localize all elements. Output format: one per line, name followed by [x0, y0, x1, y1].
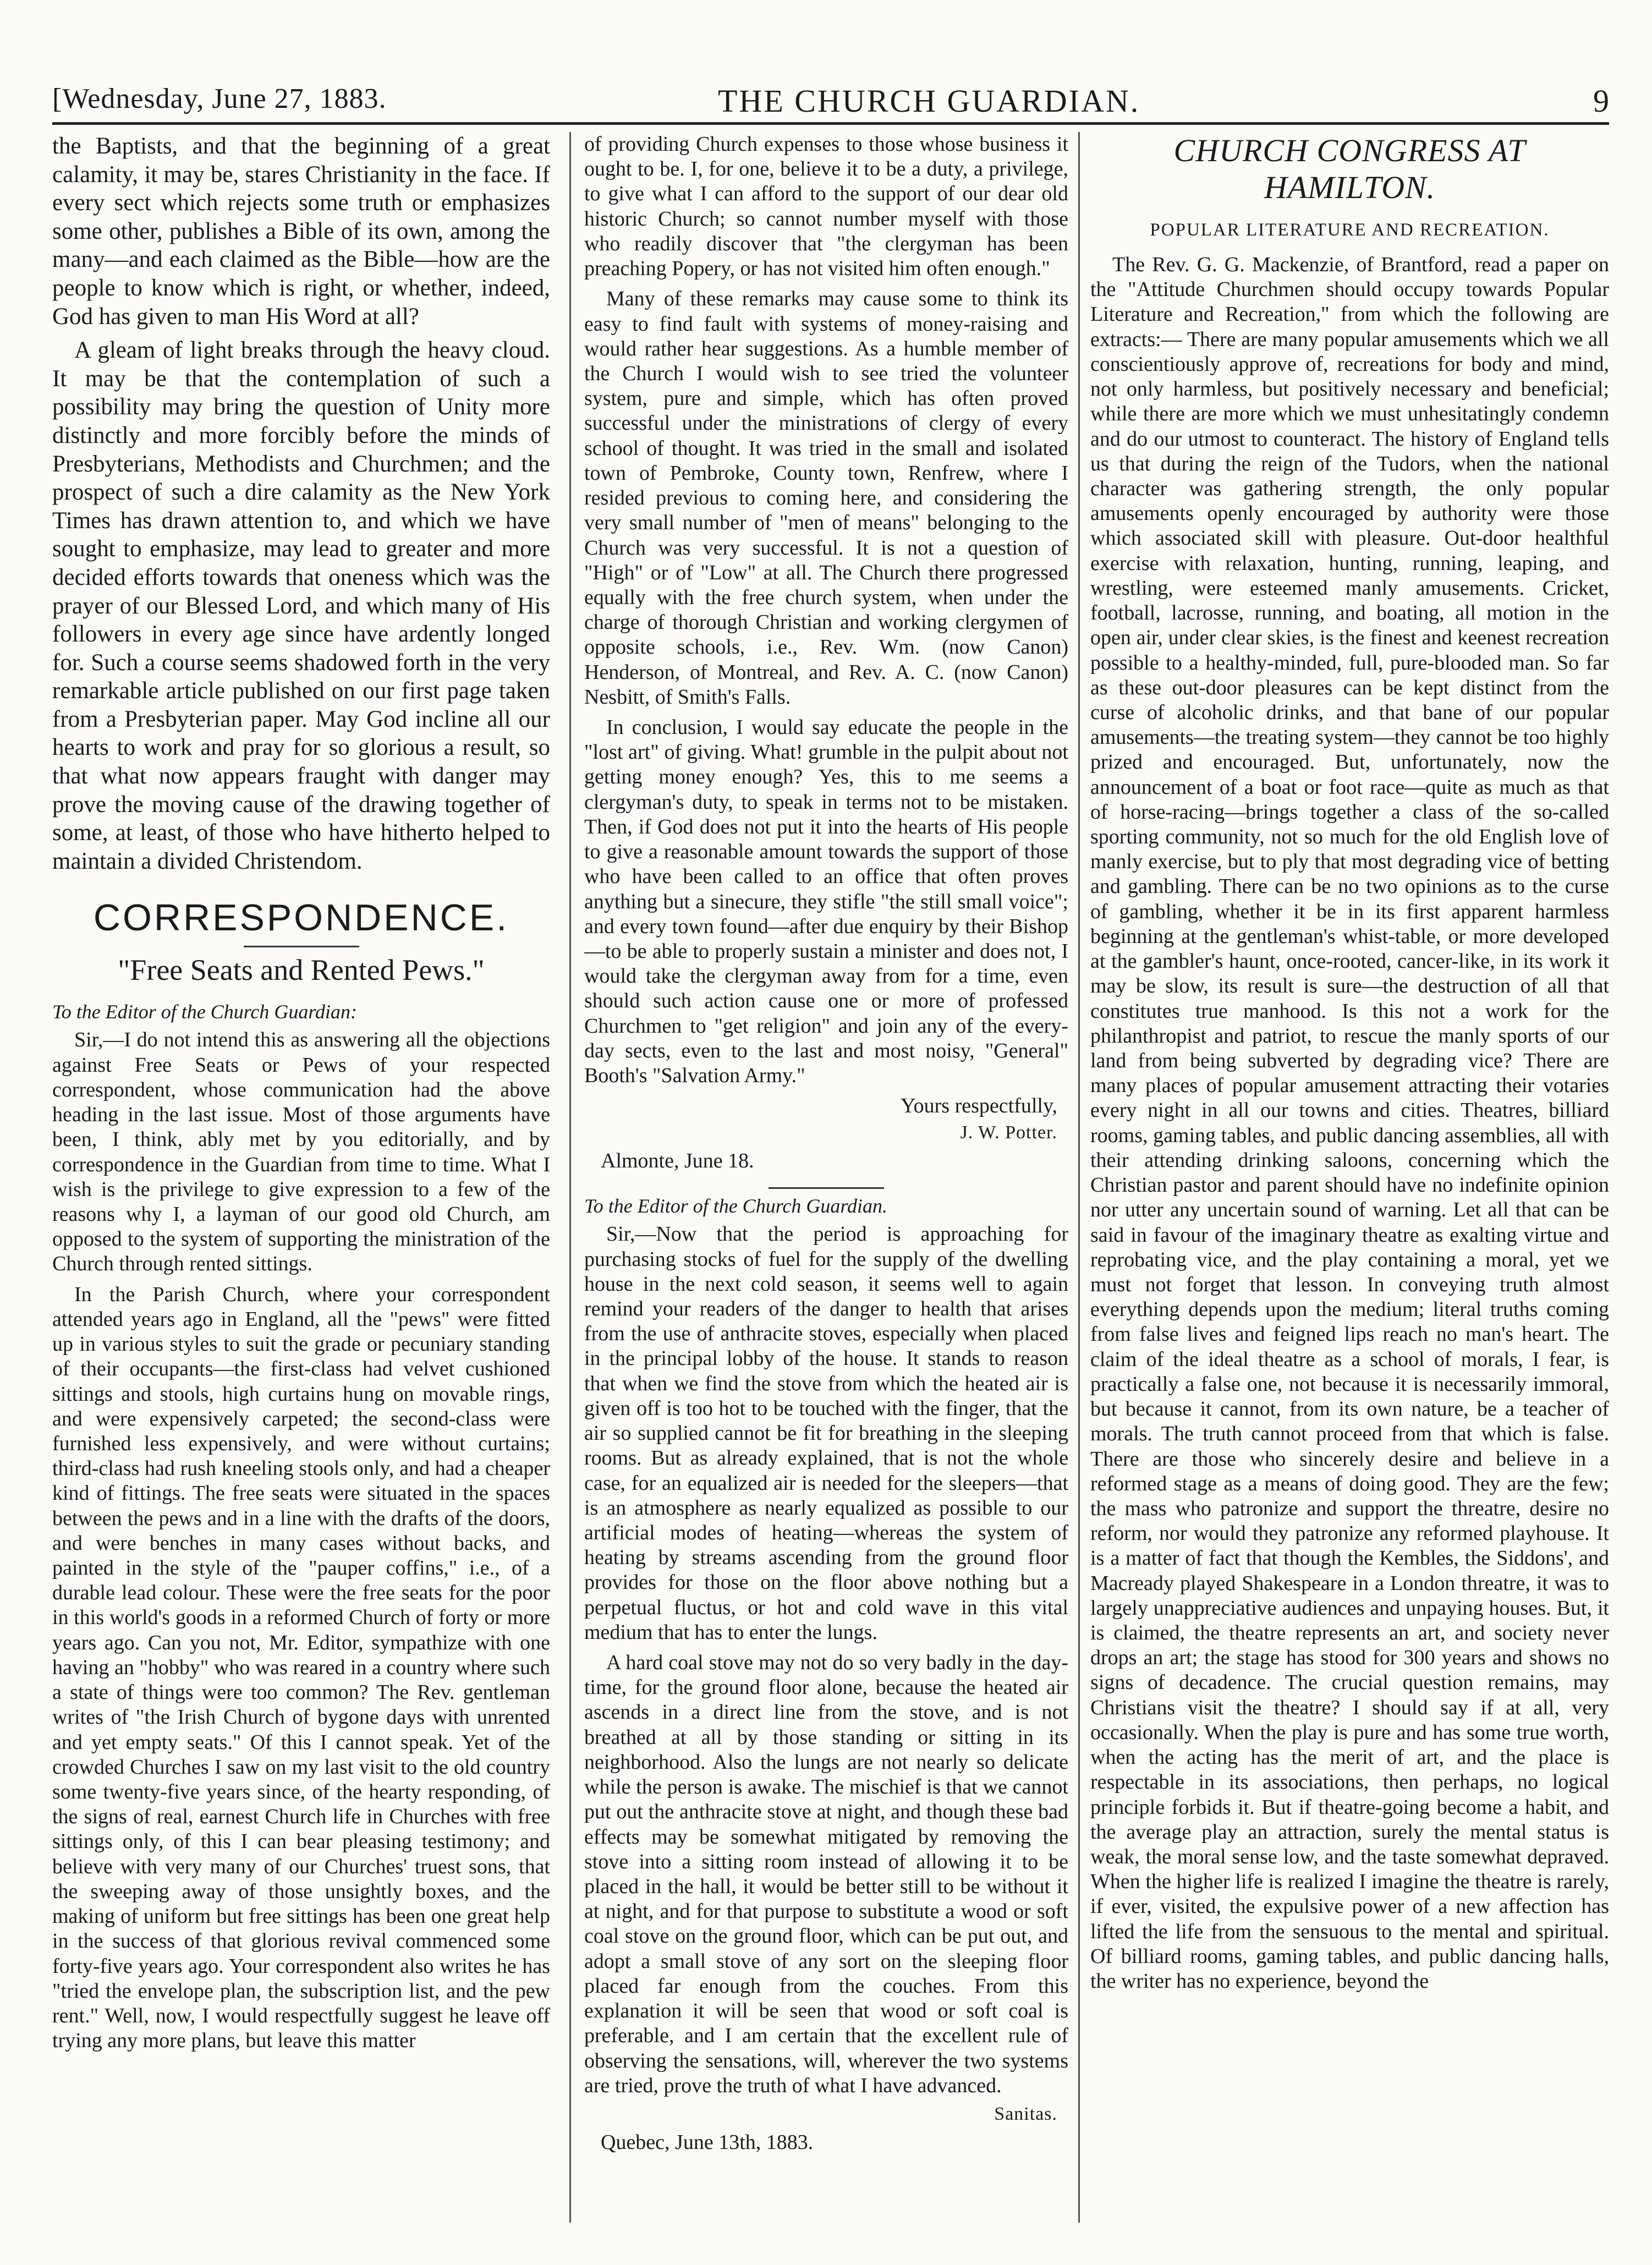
letter-place-date: Almonte, June 18.: [601, 1149, 754, 1173]
column-3: [1090, 132, 1609, 2221]
column-1: [52, 132, 550, 2221]
letter-paragraph: In conclusion, I would say educate the people in the "lost art" of giving. What! grumble in the pulpit about not getting money enough? Yes, this to me seems a clergyman's duty, to speak in terms not to be mistaken. Then, if God does not put it into the hearts of His people to give a reasonable amount towards the support of those who have been called to an office that often proves anything but a sinecure, they stifle "the still small voice"; and every town found—after due enquiry by their Bishop—to be able to properly sustain a minister and does not, I would take the clergyman away from for a time, even should such action cause one or more of professed Churchmen to "get religion" and join any of the every-day sects, even to the last and most noisy, "General" Booth's "Salvation Army.": [584, 716, 1068, 1088]
editorial-paragraph: the Baptists, and that the beginning of a great calamity, it may be, stares Christianity in the face. If every sect which rejects some truth or emphasizes some other, publishes a Bible of its own, among the many—and each claimed as the Bible—how are the people to know which is right, or whether, indeed, God has given to man His Word at all?: [52, 133, 550, 330]
newspaper-title: THE CHURCH GUARDIAN.: [718, 83, 1140, 119]
letter-signature: J. W. Potter.: [960, 1122, 1057, 1143]
article-subtitle: POPULAR LITERATURE AND RECREATION.: [1150, 220, 1550, 240]
column-2: [584, 132, 1068, 2221]
correspondence-heading: CORRESPONDENCE.: [93, 897, 509, 939]
masthead: [52, 83, 1609, 121]
letter-closing: Yours respectfully,: [901, 1094, 1057, 1118]
letter-paragraph: of providing Church expenses to those whose business it ought to be. I, for one, believe it to be a duty, a privilege, to give what I can afford to the support of our dear old historic Church; so cannot number myself with those who readily discover that "the clergyman has been preaching Popery, or has not visited him often enough.": [584, 133, 1068, 281]
issue-date: [Wednesday, June 27, 1883.: [52, 83, 387, 114]
letter-paragraph: Sir,—Now that the period is approaching for purchasing stocks of fuel for the supply of the dwelling house in the next cold season, it seems well to again remind your readers of the danger to health that arises from the use of anthracite stoves, especially when placed in the principal lobby of the house. It stands to reason that when we find the stove from which the heated air is given off is too hot to be touched with the finger, that the air so supplied cannot be fit for breathing in the sleeping rooms. But as already explained, that is not the whole case, for an equalized air is needed for the sleepers—that is an atmosphere as nearly equalized as possible to our artificial modes of heating—whereas the system of heating by streams ascending from the ground floor provides for those on the floor above nothing but a perpetual fluctus, or hot and cold wave in this vital medium that has to enter the lungs.: [584, 1222, 1068, 1644]
letter-signature: Sanitas.: [994, 2103, 1057, 2124]
letter-salutation: To the Editor of the Church Guardian.: [584, 1195, 888, 1217]
letter-salutation: To the Editor of the Church Guardian:: [52, 1001, 358, 1023]
editorial-paragraph: A gleam of light breaks through the heavy cloud. It may be that the contemplation of such a possibility may bring the question of Unity more distinctly and more forcibly before the minds of Presbyterians, Methodists and Churchmen; and the prospect of such a dire calamity as the New York Times has drawn attention to, and which we have sought to emphasize, may lead to greater and more decided efforts towards that oneness which was the prayer of our Blessed Lord, and which many of His followers in every age since have ardently longed for. Such a course seems shadowed forth in the very remarkable article published on our first page taken from a Presbyterian paper. May God incline all our hearts to work and pray for so glorious a result, so that what now appears fraught with danger may prove the moving cause of the drawing together of some, at least, of those who have hitherto helped to maintain a divided Christendom.: [52, 337, 550, 874]
article-paragraph: The Rev. G. G. Mackenzie, of Brantford, read a paper on the "Attitude Churchmen should occupy towards Popular Literature and Recreation," from which the following are extracts:— There are many popular amusements which we all conscientiously approve of, recreations for body and mind, not only harmless, but positively necessary and beneficial; while there are more which we must unhesitatingly condemn and do our utmost to counteract. The history of England tells us that during the reign of the Tudors, when the national character was gathering strength, the only popular amusements openly encouraged by authority were those which associated skill with pleasure. Out-door healthful exercise with relaxation, hunting, running, leaping, and wrestling, were esteemed manly amusements. Cricket, football, lacrosse, running, and boating, all motion in the open air, under clear skies, is the finest and keenest recreation possible to a healthy-minded, full, pure-blooded man. So far as these out-door pleasures can be kept distinct from the curse of alcoholic drinks, and that bane of our popular amusements—the treating system—they cannot be too highly prized and encouraged. But, unfortunately, now the announcement of a boat or foot race—quite as much as that of horse-racing—brings together a class of the so-called sporting community, not so much for the old English love of manly exercise, but to ply that most degrading vice of betting and gambling. There can be no two opinions as to the curse of gambling, whether it be in its first apparent harmless beginning at the gentleman's whist-table, or more developed at the gambler's haunt, once-rooted, cancer-like, in its work it may be slow, its result is sure—the destruction of all that constitutes true manhood. Is this not a work for the philanthropist and patriot, to rescue the manly sports of our land from being subverted by degrading vice? There are many places of popular amusement attracting their votaries every night in all our towns and cities. Theatres, billiard rooms, gaming tables, and public dancing assemblies, all with their attending drinking saloons, concerning which the Christian pastor and parent should have no indefinite opinion nor utter any uncertain sound of warning. Let all that can be said in favour of the imaginary theatre as exalting virtue and reprobating vice, and the play containing a moral, yet we must not forget that lesson. In conveying truth almost everything depends upon the medium; literal truths coming from false lives and feigned lips reach no man's heart. The claim of the ideal theatre as a school of morals, I fear, is practically a false one, not because it is necessarily immoral, but because it cannot, from its own nature, be a teacher of morals. The truth cannot proceed from that which is false. There are those who sincerely desire and believe in a reformed stage as a means of doing good. They are the few; the mass who patronize and support the threatre, desire no reform, nor would they patronize any reformed playhouse. It is a matter of fact that though the Kembles, the Siddons', and Macready played Shakespeare in a London threatre, it was to largely unappreciative audiences and unpaying houses. But, it is claimed, the theatre represents an art, and society never drops an art; the stage has stood for 300 years and shows no signs of decadence. The crucial question remains, may Christians visit the theatre? I should say if at all, very occasionally. When the play is pure and has some true worth, when the acting has the merit of art, and the place is respectable in its associations, then perhaps, no logical principle forbids it. But if theatre-going become a habit, and the average play an attraction, surely the mental status is weak, the moral sense low, and the taste somewhat depraved. When the higher life is realized I imagine the theatre is rarely, if ever, visited, the expulsive power of a new affection has lifted the life from the sensuous to the mental and spiritual. Of billiard rooms, gaming tables, and public dancing halls, the writer has no experience, beyond the: [1090, 253, 1609, 1993]
divider: [769, 1187, 884, 1189]
letter-paragraph: Many of these remarks may cause some to think its easy to find fault with systems of money-raising and would rather hear suggestions. As a humble member of the Church I would wish to see tried the volunteer system, pure and simple, which has often proved successful under the ministrations of clergy of every school of thought. It was tried in the small and isolated town of Pembroke, County town, Renfrew, where I resided previous to coming here, and considering the very small number of "men of means" belonging to the Church was very successful. It is not a question of "High" or of "Low" at all. The Church there progressed equally with the free church system, when under the charge of thorough Christian and working clergymen of opposite schools, i.e., Rev. Wm. (now Canon) Henderson, of Montreal, and Rev. A. C. (now Canon) Nesbitt, of Smith's Falls.: [584, 287, 1068, 709]
letter-paragraph: Sir,—I do not intend this as answering all the objections against Free Seats or Pews of your respected correspondent, whose communication had the above heading in the last issue. Most of those arguments have been, I think, ably met by you editorially, and by correspondence in the Guardian from time to time. What I wish is the privilege to give expression to a few of the reasons why I, a layman of our good old Church, am opposed to the system of supporting the ministration of the Church through rented sittings.: [52, 1028, 550, 1276]
article-title: CHURCH CONGRESS AT HAMILTON.: [1173, 133, 1526, 205]
letter-paragraph: In the Parish Church, where your correspondent attended years ago in England, all the "pews" were fitted up in various styles to suit the grade or pecuniary standing of their occupants—the first-class had velvet cushioned sittings and stools, high curtains hung on movable rings, and were expensively carpeted; the second-class were furnished less expensively, and were without curtains; third-class had rush kneeling stools only, and had a cheaper kind of fittings. The free seats were situated in the spaces between the pews and in a line with the drafts of the doors, and were benches in many cases without backs, and painted in the style of the "pauper coffins," i.e., of a durable lead colour. These were the free seats for the poor in this world's goods in a reformed Church of forty or more years ago. Can you not, Mr. Editor, sympathize with one having an "hobby" who was reared in a country where such a state of things were too common? The Rev. gentleman writes of "the Irish Church of bygone days with unrented and yet empty seats." Of this I cannot speak. Yet of the crowded Churches I saw on my last visit to the old country some twenty-five years since, of the hearty responding, of the signs of real, earnest Church life in Churches with free sittings only, of this I can bear pleasing testimony; and believe with very many of our Churches' truest sons, that the sweeping away of those unsightly boxes, and the making of uniform but free sittings has been one great help in the success of that glorious revival commenced some forty-five years ago. Your correspondent also writes he has "tried the envelope plan, the subscription list, and the pew rent." Well, now, I would respectfully suggest he leave off trying any more plans, but leave this matter: [52, 1282, 550, 2053]
column-divider-1: [569, 132, 571, 2223]
masthead-rule: [52, 122, 1609, 125]
letter-paragraph: A hard coal stove may not do so very badly in the day-time, for the ground floor alone, because the heated air ascends in a direct line from the stove, and is not breathed at all by those standing or sitting in its neighborhood. Also the lungs are not nearly so delicate while the person is awake. The mischief is that we cannot put out the anthracite stove at night, and though these bad effects may be somewhat mitigated by removing the stove into a sitting room instead of allowing it to be placed in the hall, it would be better still to be without it at night, and for that purpose to substitute a wood or soft coal stove on the ground floor, which can be put out, and adopt a small stove of any sort on the sleeping floor placed far enough from the couches. From this explanation it will be seen that wood or soft coal is preferable, and I am certain that the excellent rule of observing the sensations, will, wherever the two systems are tried, prove the truth of what I have advanced.: [584, 1651, 1068, 2097]
column-divider-2: [1078, 132, 1080, 2223]
divider: [244, 946, 359, 947]
letter-place-date: Quebec, June 13th, 1883.: [601, 2130, 814, 2154]
letter-title: "Free Seats and Rented Pews.": [118, 953, 485, 987]
page-number: 9: [1593, 83, 1609, 119]
